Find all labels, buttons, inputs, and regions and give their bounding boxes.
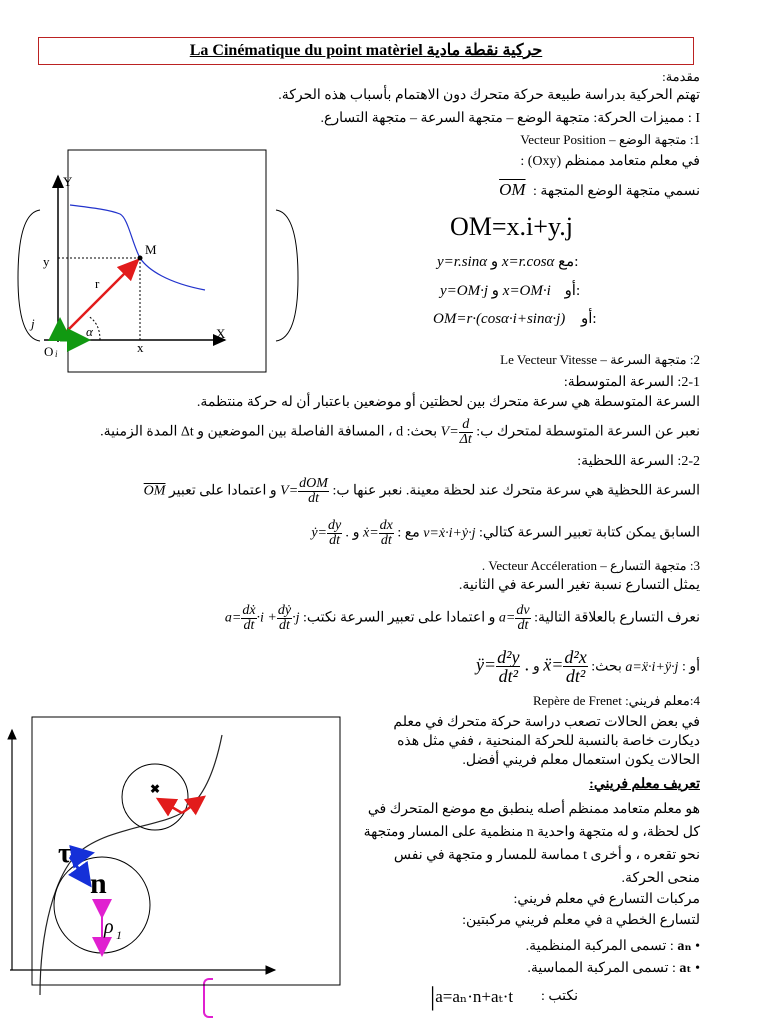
s22-text2: و اعتمادا على تعبير	[168, 483, 277, 499]
s3-heading-ar: 3: متجهة التسارع –	[600, 558, 700, 573]
s22-yd: dt	[329, 533, 341, 548]
fig2-label-rho-sub: 1	[116, 928, 122, 942]
s3-ydd-d: dt²	[498, 666, 518, 686]
s3-line2b: و اعتمادا على تعبير السرعة نكتب:	[303, 610, 496, 626]
s4-bullet-at-sym: aₜ	[679, 961, 692, 976]
s22-line2: السابق يمكن كتابة تعبير السرعة كتالي: v=ẋ·i+ẏ·j مع : ẋ= $\frac{dx}{dt}$ و ẏ= $\frac{dy}{dt}$ .	[311, 518, 700, 548]
s4-heading	[533, 693, 700, 709]
s1-eq2b: x=OM·i	[502, 283, 551, 299]
s4-bullet-an-sym: aₙ	[677, 939, 692, 954]
figure-position-vector	[0, 148, 310, 378]
s1-eq-main-text: OM=x.i+y.j	[450, 212, 573, 241]
s3-a-eq: a=	[498, 610, 516, 626]
s22-xd: dt	[380, 533, 392, 548]
s3-a2-n1: dẋ	[242, 603, 256, 618]
s3-a2-mid: ·i +	[256, 610, 277, 626]
s4-formula-text: a=aₙ·n+aₜ·t	[435, 987, 514, 1006]
s1-or-1: أو:	[564, 283, 581, 299]
s1-heading-ar: 1: متجهة الوضع –	[609, 132, 700, 147]
s2-heading-ar: 2: متجهة السرعة –	[600, 352, 700, 367]
s1-and-2: و	[491, 283, 500, 299]
intro-line2: I : مميزات الحركة: متجهة الوضع – متجهة السرعة – متجهة التسارع.	[320, 111, 700, 126]
s3-xdd-n: d²x	[564, 647, 587, 667]
s4-p2-line3: نحو تقعره ، و أخرى t مماسة للمسار و متجهة في نفس	[393, 848, 700, 863]
fig1-label-j: j	[31, 316, 35, 331]
fig2-normal-lower	[70, 857, 90, 885]
s4-heading-fr: Repère de Frenet	[533, 693, 622, 708]
s3-line2a: نعرف التسارع بالعلاقة التالية:	[534, 610, 700, 626]
fig2-center-upper: ✖	[150, 782, 161, 796]
s21-expr-a: نعبر عن السرعة المتوسطة لمتحرك ب:	[476, 424, 700, 440]
fig1-label-M: M	[145, 242, 157, 257]
s1-line1: في معلم متعامد ممنظم (Oxy) :	[520, 154, 700, 169]
s21-num: d	[459, 418, 473, 433]
s1-heading	[520, 132, 700, 148]
s22-vec-om: OM	[143, 483, 166, 499]
s1-eq1a: y=r.sinα	[437, 254, 488, 270]
s1-eq2a: y=OM·j	[440, 283, 489, 299]
intro-heading: مقدمة:	[662, 69, 700, 84]
fig1-label-O: O	[44, 344, 54, 359]
s22-yn: dy	[328, 518, 342, 533]
s4-comp-heading: مركبات التسارع في معلم فريني:	[513, 892, 700, 907]
s22-heading: 2-2: السرعة اللحظية:	[577, 454, 700, 469]
s1-line2-text: نسمي متجهة الوضع المتجهة :	[533, 184, 700, 199]
fig1-label-alpha: α	[86, 324, 93, 339]
s1-or-2: أو:	[580, 311, 597, 327]
s22-den: dt	[308, 491, 319, 506]
s4-p2-line2: كل لحظة، و له متجهة واحدية n منظمية على المسار ومتجهة	[363, 825, 700, 840]
s2-heading-fr: Le Vecteur Vitesse	[500, 352, 598, 367]
title-ar: حركية نقطة مادية	[426, 42, 543, 59]
s4-bullet-an: • aₙ : تسمى المركبة المنظمية.	[525, 939, 700, 954]
s3-line3: أو : a=ẍ·i+ÿ·j بحث: ẍ= $\frac{\text{d²x}}{\text{dt²}}$ و ÿ= $\frac{\text{d²y}}{\text{dt²}}$ .	[475, 647, 700, 686]
fig1-label-x: x	[137, 340, 144, 355]
fig1-label-y: y	[43, 254, 50, 269]
s4-p2-line4: منحى الحركة.	[621, 871, 700, 886]
s4-p2-line1: هو معلم متعامد ممنظم أصله ينطبق مع موضع المتحرك في	[367, 802, 700, 817]
s3-or: أو :	[681, 659, 700, 675]
s4-formula: |a=aₙ·n+aₜ·t	[430, 982, 514, 1011]
fig1-label-Y: Y	[63, 174, 73, 189]
fig1-label-i: i	[55, 349, 58, 359]
fig1-point-m	[138, 256, 143, 261]
s21-den: Δt	[459, 432, 472, 447]
s1-eq3	[433, 309, 597, 328]
s21-expression	[100, 418, 700, 447]
figure-frenet-frame	[0, 715, 350, 1015]
s4-heading-ar: 4:معلم فريني:	[625, 693, 700, 708]
fig1-label-r: r	[95, 276, 100, 291]
s4-comp-line: لتسارع الخطي a في معلم فريني مركبتين:	[462, 913, 700, 928]
title-fr: La Cinématique du point matèriel	[189, 42, 423, 59]
fig2-circle-upper	[122, 764, 188, 830]
fig1-trajectory-curve	[70, 205, 205, 290]
s3-a-num: dv	[516, 603, 530, 618]
fig1-label-X: X	[216, 326, 226, 341]
s3-line2	[225, 604, 700, 633]
s1-with: مع:	[558, 254, 579, 270]
s1-eq1b: x=r.cosα	[501, 254, 555, 270]
s3-xdd: ẍ=	[543, 654, 564, 675]
s3-line1: يمثل التسارع نسبة تغير السرعة في الثانية.	[458, 578, 700, 593]
s3-xdd-d: dt²	[565, 666, 586, 686]
s2-heading	[500, 352, 700, 368]
s22-text: السرعة اللحظية هي سرعة متحرك عند لحظة معينة. نعبر عنها ب:	[332, 483, 700, 499]
fig2-label-rho: ρ	[104, 916, 114, 938]
s3-a-den: dt	[517, 618, 529, 633]
s3-heading-fr: Vecteur Accéleration	[488, 558, 598, 573]
fig2-label-tau: τ	[58, 838, 71, 869]
fig2-normal-upper	[158, 799, 182, 813]
s4-paragraph2	[364, 798, 700, 890]
s22-xdot: ẋ=	[362, 525, 379, 541]
s22-num: dOM	[299, 476, 328, 491]
s3-a2-eq: a=	[224, 610, 242, 626]
s21-V: V=	[440, 424, 459, 440]
fig1-left-paren	[18, 210, 40, 341]
s4-paragraph1	[393, 713, 700, 770]
s21-text: السرعة المتوسطة هي سرعة متحرك بين لحظتين أو موضعين باعتبار أن له حركة منتظمة.	[196, 395, 700, 410]
s3-with: بحث:	[591, 659, 622, 675]
s1-line2	[499, 180, 700, 200]
s4-bullet-at-text: : تسمى المركبة المماسية.	[527, 961, 676, 976]
s1-eq1	[437, 252, 578, 271]
s3-ydd: ÿ=	[475, 654, 497, 675]
s1-heading-fr: Vecteur Position	[520, 132, 606, 147]
intro-line1: تهتم الحركية بدراسة طبيعة حركة متحرك دون الاهتمام بأسباب هذه الحركة.	[278, 88, 700, 103]
s4-p1-line2: ديكارت خاصة بالنسبة للحركة المنحنية ، ففي مثل هذه	[397, 734, 700, 749]
s22-line2a: السابق يمكن كتابة تعبير السرعة كتالي:	[479, 525, 700, 541]
s4-def-heading: تعريف معلم فريني:	[589, 777, 700, 792]
s3-a2-d1: dt	[243, 618, 255, 633]
s21-expr-b: بحث: d ، المسافة الفاصلة بين الموضعين و Δt المدة الزمنية.	[100, 424, 438, 440]
s22-xn: dx	[379, 518, 393, 533]
s21-heading: 2-1: السرعة المتوسطة:	[563, 375, 700, 390]
page-title	[38, 40, 694, 60]
s22-with: مع :	[397, 525, 420, 541]
fig2-center-lower: ✖	[97, 901, 106, 912]
fig2-frame	[32, 717, 340, 985]
s4-p1-line1: في بعض الحالات تصعب دراسة حركة متحرك في معلم	[393, 715, 700, 730]
s3-a3: a=ẍ·i+ÿ·j	[625, 659, 679, 675]
s1-and-1: و	[490, 254, 499, 270]
s3-a2-n2: dẏ	[277, 603, 292, 618]
s3-a2-d2: dt	[279, 618, 290, 633]
s4-we-write: نكتب :	[541, 989, 578, 1004]
s4-p1-line3: الحالات يكون استعمال معلم فريني أفضل.	[462, 753, 700, 768]
s4-bullet-an-text: : تسمى المركبة المنظمية.	[525, 939, 674, 954]
fig2-tangent-upper	[182, 797, 204, 813]
s4-bullet-at: • aₜ : تسمى المركبة المماسية.	[527, 961, 700, 976]
s22-line1	[144, 477, 700, 506]
s3-heading: 3: متجهة التسارع – Vecteur Accéleration .	[481, 558, 700, 573]
s22-ydot: ẏ=	[311, 525, 327, 541]
s22-V: V=	[280, 483, 299, 499]
s1-eq3-text: OM=r·(cosα·i+sinα·j)	[433, 311, 566, 327]
s4-bullet-list	[526, 936, 700, 980]
fig1-frame	[68, 150, 266, 372]
fig1-right-paren	[276, 210, 298, 341]
s1-eq-main	[450, 212, 573, 242]
s3-ydd-n: d²y	[497, 647, 520, 667]
fig2-tangent-lower	[70, 853, 92, 857]
s22-v-expr: v=ẋ·i+ẏ·j	[423, 525, 476, 541]
s1-eq2	[440, 281, 580, 300]
fig2-label-n: n	[90, 867, 107, 900]
s3-a2-end: ·j	[292, 610, 300, 626]
s1-vec-om: OM	[499, 180, 526, 199]
